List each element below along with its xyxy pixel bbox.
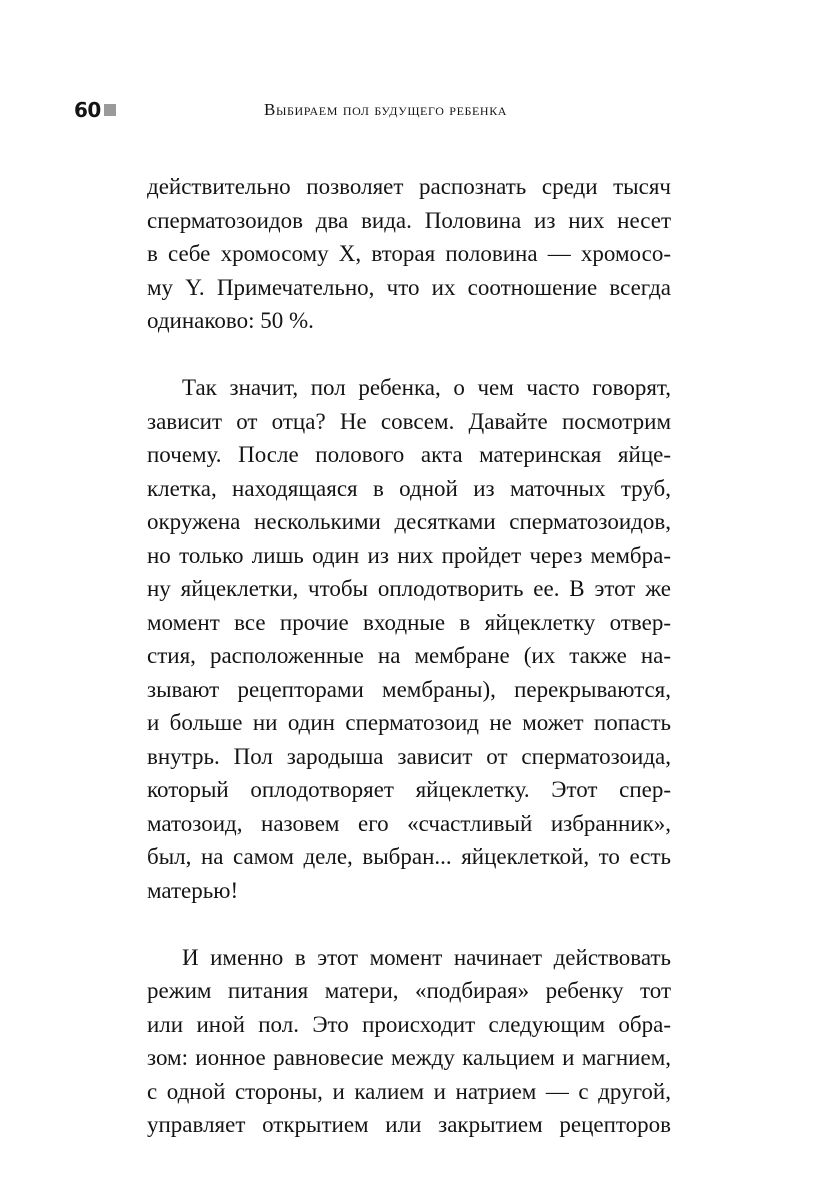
text-line: зом: ионное равновесие между кальцием и магнием, bbox=[147, 1045, 671, 1070]
text-line: или иной пол. Это происходит следующим обра- bbox=[147, 1011, 671, 1037]
page-number: 60 bbox=[74, 98, 101, 122]
text-line: был, на самом деле, выбран... яйцеклеткой, то есть bbox=[147, 844, 671, 869]
paragraph bbox=[147, 941, 671, 1142]
square-marker-icon bbox=[104, 104, 116, 116]
text-line: клетка, находящаяся в одной из маточных труб, bbox=[147, 475, 671, 501]
text-line: и больше ни один сперматозоид не может попасть bbox=[147, 710, 671, 735]
running-title: Выбираем пол будущего ребенка bbox=[264, 100, 508, 119]
text-line: окружена несколькими десятками сперматозоидов, bbox=[147, 509, 671, 534]
text-line: стия, расположенные на мембране (их также на- bbox=[147, 643, 671, 668]
page-header bbox=[74, 96, 674, 124]
paragraph bbox=[147, 371, 671, 907]
body-text bbox=[147, 170, 671, 1175]
text-line: му Y. Примечательно, что их соотношение всегда bbox=[147, 274, 671, 300]
text-line: в себе хромосому X, вторая половина — хромосо- bbox=[147, 241, 671, 266]
text-line: почему. После полового акта материнская яйце- bbox=[147, 442, 671, 467]
paragraph bbox=[147, 170, 671, 338]
text-line: матозоид, назовем его «счастливый избранник», bbox=[147, 810, 671, 836]
text-line: матерью! bbox=[147, 877, 239, 903]
text-line: внутрь. Пол зародыша зависит от сперматозоида, bbox=[147, 743, 671, 769]
text-line: но только лишь один из них пройдет через мембра- bbox=[147, 542, 671, 568]
text-line: сперматозоидов два вида. Половина из них несет bbox=[147, 207, 671, 233]
text-line: режим питания матери, «подбирая» ребенку тот bbox=[147, 978, 671, 1003]
text-line: И именно в этот момент начинает действовать bbox=[182, 944, 671, 970]
text-line: одинаково: 50 %. bbox=[147, 308, 314, 333]
text-line: с одной стороны, и калием и натрием — с другой, bbox=[147, 1078, 671, 1104]
text-line: управляет открытием или закрытием рецепторов bbox=[147, 1112, 671, 1137]
text-line: зывают рецепторами мембраны), перекрываются, bbox=[147, 676, 671, 702]
text-line: который оплодотворяет яйцеклетку. Этот спер- bbox=[147, 777, 671, 802]
text-line: момент все прочие входные в яйцеклетку отвер- bbox=[147, 609, 671, 635]
text-line: зависит от отца? Не совсем. Давайте посмотрим bbox=[147, 408, 671, 434]
text-line: Так значит, пол ребенка, о чем часто говорят, bbox=[182, 375, 671, 400]
text-line: действительно позволяет распознать среди тысяч bbox=[147, 174, 671, 199]
text-line: ну яйцеклетки, чтобы оплодотворить ее. В этот же bbox=[147, 576, 671, 601]
